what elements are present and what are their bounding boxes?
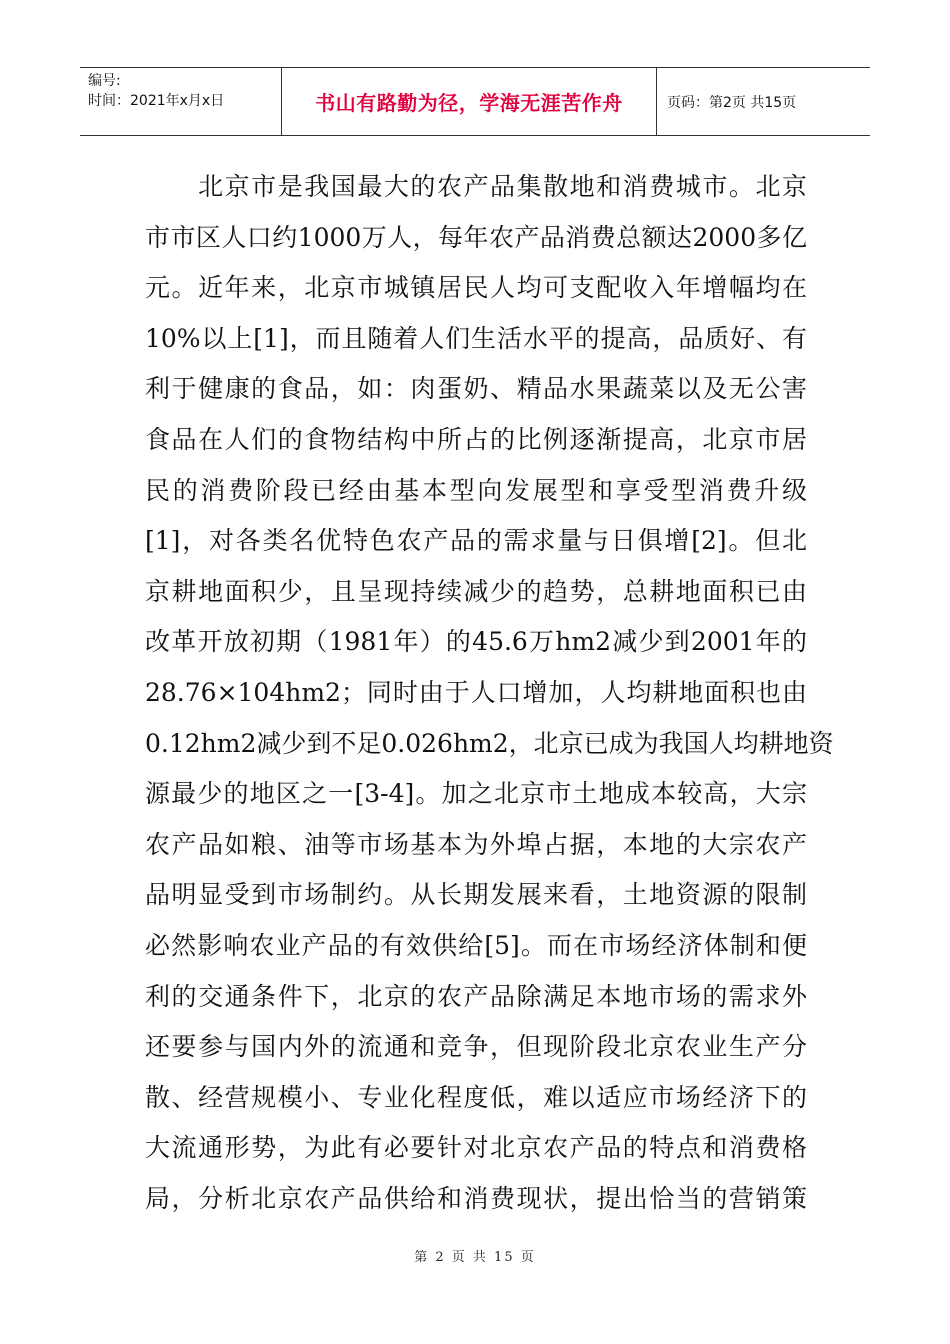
body-line: 10%以上[1]，而且随着人们生活水平的提高，品质好、有 (145, 323, 807, 353)
body-line: 28.76×104hm2；同时由于人口增加，人均耕地面积也由 (145, 677, 807, 707)
body-line: 0.12hm2减少到不足0.026hm2，北京已成为我国人均耕地资 (145, 728, 834, 758)
body-line: 大流通形势，为此有必要针对北京农产品的特点和消费格 (145, 1133, 807, 1163)
body-line: 农产品如粮、油等市场基本为外埠占据，本地的大宗农产 (145, 829, 807, 859)
body-line: 京耕地面积少，且呈现持续减少的趋势，总耕地面积已由 (145, 576, 807, 606)
body-line: 食品在人们的食物结构中所占的比例逐渐提高，北京市居 (145, 424, 807, 454)
body-line: 必然影响农业产品的有效供给[5]。而在市场经济体制和便 (145, 930, 807, 960)
body-line: 散、经营规模小、专业化程度低，难以适应市场经济下的 (145, 1082, 807, 1112)
body-line: 还要参与国内外的流通和竞争，但现阶段北京农业生产分 (145, 1032, 807, 1062)
header-motto: 书山有路勤为径，学海无涯苦作舟 (282, 68, 657, 135)
header-meta (80, 68, 282, 135)
body-line: 品明显受到市场制约。从长期发展来看，土地资源的限制 (145, 880, 807, 910)
body-line: 利于健康的食品，如：肉蛋奶、精品水果蔬菜以及无公害 (145, 374, 807, 404)
body-line: 利的交通条件下，北京的农产品除满足本地市场的需求外 (145, 981, 807, 1011)
document-number-label: 编号: (88, 73, 121, 89)
page-footer: 第 2 页 共 15 页 (414, 1250, 536, 1265)
body-paragraph (145, 162, 834, 1224)
body-line: 民的消费阶段已经由基本型向发展型和享受型消费升级 (145, 475, 807, 505)
body-line: 局，分析北京农产品供给和消费现状，提出恰当的营销策 (145, 1183, 807, 1213)
body-line: 北京市是我国最大的农产品集散地和消费城市。北京 (145, 172, 807, 201)
document-date: 时间：2021年x月x日 (88, 93, 225, 109)
body-line: 市市区人口约1000万人，每年农产品消费总额达2000多亿 (145, 222, 807, 252)
header-page-info: 页码：第2页 共15页 (667, 94, 797, 111)
body-line: [1]，对各类名优特色农产品的需求量与日俱增[2]。但北 (145, 526, 807, 556)
body-line: 源最少的地区之一[3-4]。加之北京市土地成本较高，大宗 (145, 779, 807, 809)
body-line: 元。近年来，北京市城镇居民人均可支配收入年增幅均在 (145, 273, 807, 303)
body-line: 改革开放初期（1981年）的45.6万hm2减少到2001年的 (145, 627, 807, 657)
document-header (80, 67, 870, 136)
